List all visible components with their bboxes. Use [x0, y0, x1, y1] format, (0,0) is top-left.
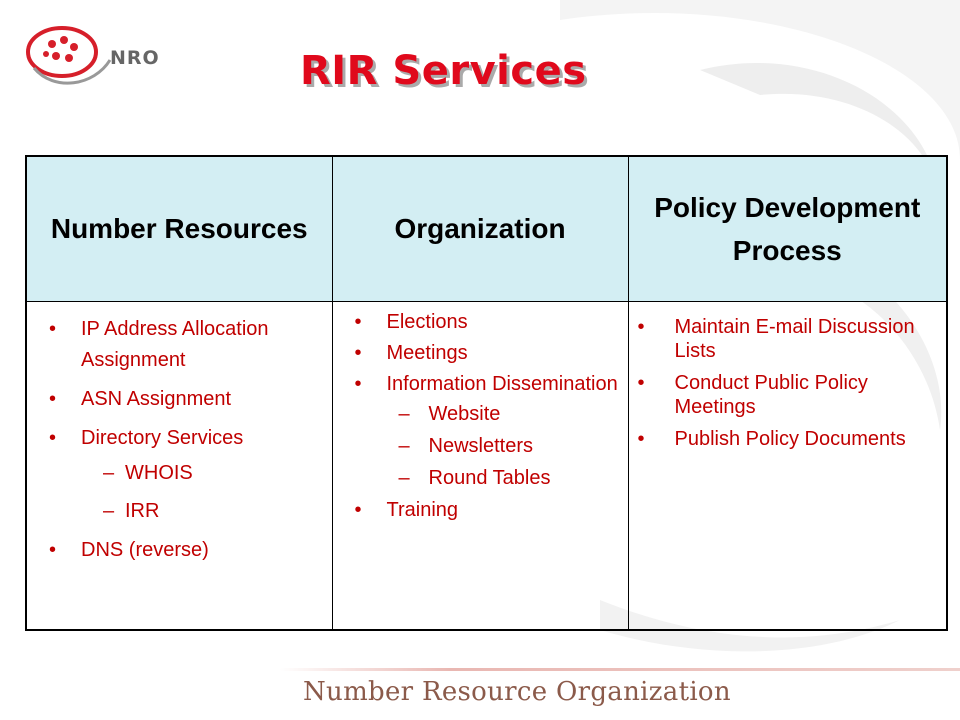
- policy-development-list: [629, 302, 947, 451]
- sub-list-item-text: WHOIS: [125, 461, 193, 484]
- number-resources-list: [27, 302, 332, 566]
- list-item-text: Elections: [386, 310, 468, 333]
- bullet-icon: •: [354, 498, 362, 521]
- list-item: [49, 384, 332, 415]
- list-item: [49, 314, 332, 376]
- list-item: [354, 341, 628, 365]
- services-table: [25, 155, 948, 631]
- bullet-icon: •: [354, 372, 362, 395]
- list-item: [354, 372, 628, 490]
- list-item-text: Training: [386, 498, 459, 521]
- list-item: [49, 535, 332, 566]
- bullet-icon: •: [354, 310, 362, 333]
- list-item-text: DNS (reverse): [81, 538, 209, 561]
- bullet-icon: •: [49, 426, 57, 449]
- sub-list-item-text: Round Tables: [428, 466, 551, 489]
- bullet-icon: •: [354, 341, 362, 364]
- organization-list: [333, 302, 628, 522]
- sub-list-item: [387, 466, 628, 490]
- policy-development-cell: [628, 301, 947, 630]
- list-item-text: ASN Assignment: [81, 387, 232, 410]
- list-item: [637, 427, 947, 451]
- header-row: [26, 156, 947, 301]
- footer-divider: [280, 668, 960, 671]
- dash-icon: –: [398, 402, 410, 425]
- list-item: [354, 310, 628, 334]
- number-resources-cell: [26, 301, 332, 630]
- bullet-icon: •: [637, 315, 645, 338]
- list-item-text: Conduct Public Policy Meetings: [674, 371, 868, 418]
- sub-list-item-text: IRR: [125, 499, 160, 522]
- organization-cell: [332, 301, 628, 630]
- sub-list-item: [81, 458, 332, 489]
- footer-organization-name: Number Resource Organization: [303, 677, 731, 707]
- sub-list-item: [387, 402, 628, 426]
- nro-logo-icon: [24, 20, 114, 90]
- header-number-resources: Number Resources: [26, 156, 332, 301]
- dash-icon: –: [103, 461, 115, 484]
- list-item-text: Meetings: [386, 341, 468, 364]
- list-item-text: Information Dissemination: [386, 372, 618, 395]
- sub-list-item: [81, 496, 332, 527]
- list-item-text: Directory Services: [81, 426, 244, 449]
- body-row: [26, 301, 947, 630]
- dash-icon: –: [398, 466, 410, 489]
- sub-list-item-text: Website: [428, 402, 501, 425]
- sub-list-item: [387, 434, 628, 458]
- list-item-text: IP Address Allocation Assignment: [81, 317, 269, 371]
- bullet-icon: •: [49, 538, 57, 561]
- header-organization: Organization: [332, 156, 628, 301]
- information-dissemination-sublist: [387, 402, 628, 490]
- dash-icon: –: [398, 434, 410, 457]
- nro-logo: [24, 20, 174, 90]
- bullet-icon: •: [49, 317, 57, 340]
- list-item: [637, 315, 947, 363]
- list-item: [637, 371, 947, 419]
- bullet-icon: •: [637, 427, 645, 450]
- slide-title: RIR Services: [300, 48, 587, 94]
- list-item-text: Maintain E-mail Discussion Lists: [674, 315, 915, 362]
- list-item-text: Publish Policy Documents: [674, 427, 906, 450]
- directory-services-sublist: [81, 458, 332, 527]
- bullet-icon: •: [637, 371, 645, 394]
- list-item: [49, 423, 332, 527]
- dash-icon: –: [103, 499, 115, 522]
- list-item: [354, 498, 628, 522]
- header-policy-development-process: Policy Development Process: [628, 156, 947, 301]
- sub-list-item-text: Newsletters: [428, 434, 533, 457]
- bullet-icon: •: [49, 387, 57, 410]
- logo-text: NRO: [110, 47, 160, 69]
